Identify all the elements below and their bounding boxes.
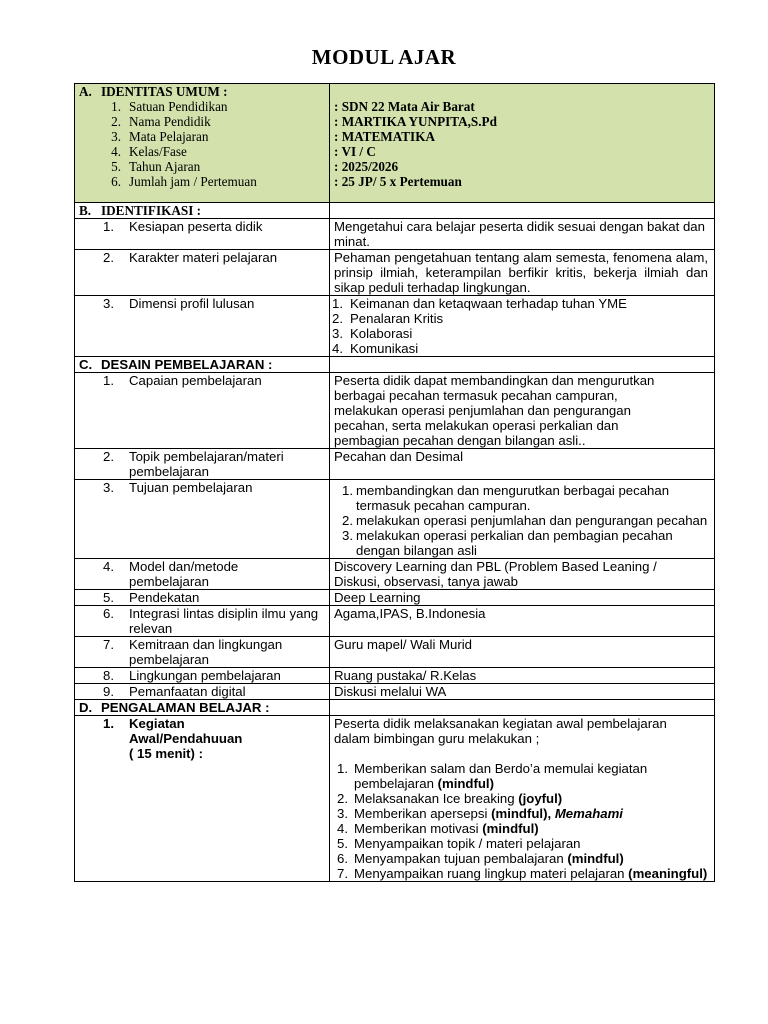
identitas-item: 3. Mata Pelajaran [111, 129, 209, 144]
table-row: 2. Topik pembelajaran/materi pembelajaran Pecahan dan Desimal [75, 449, 715, 480]
kegiatan-duration: ( 15 menit) : [129, 746, 204, 761]
row-value: Diskusi melalui WA [330, 684, 715, 700]
identitas-item: 2. Nama Pendidik [111, 114, 211, 129]
table-row: 7. Kemitraan dan lingkungan pembelajaran Guru mapel/ Wali Murid [75, 637, 715, 668]
row-label: Kesiapan peserta didik [129, 219, 263, 234]
identitas-value: : 2025/2026 [334, 159, 399, 174]
row-label: Tujuan pembelajaran [129, 480, 253, 495]
row-value: Guru mapel/ Wali Murid [330, 637, 715, 668]
row-label: Capaian pembelajaran [129, 373, 262, 388]
list-item: 2. Melaksanakan Ice breaking (joyful) [337, 791, 563, 806]
list-item: 5. Menyampaikan topik / materi pelajaran [337, 836, 581, 851]
document-title: MODUL AJAR [311, 45, 457, 69]
section-d-row [75, 700, 715, 716]
kegiatan-list [334, 761, 708, 881]
row-label: Lingkungan pembelajaran [129, 668, 281, 683]
table-row: 9. Pemanfaatan digital Diskusi melalui WA [75, 684, 715, 700]
identitas-item: 5. Tahun Ajaran [111, 159, 201, 174]
table-row: 6. Integrasi lintas disiplin ilmu yang relevan Agama,IPAS, B.Indonesia [75, 606, 715, 637]
table-row: 3. Dimensi profil lulusan 1. Keimanan dan ketaqwaan terhadap tuhan YME 2. Penalaran Kritis 3. Kolaborasi 4. Komunikasi [75, 296, 715, 357]
row-value: Agama,IPAS, B.Indonesia [330, 606, 715, 637]
table-row: 5. Pendekatan Deep Learning [75, 590, 715, 606]
identitas-labels [75, 84, 330, 203]
list-item: 3. melakukan operasi perkalian dan pembagian pecahan dengan bilangan asli [342, 528, 673, 558]
row-label: Karakter materi pelajaran [129, 250, 278, 265]
table-row: 3. Tujuan pembelajaran 1. membandingkan dan mengurutkan berbagai pecahan termasuk pecahan campuran. 2. melakukan operasi penjumlahan dan pengurangan pecahan 3. melakukan operasi perkalian dan pembagian pecahan dengan bilangan asli [75, 480, 715, 559]
modul-table [74, 83, 715, 882]
table-row: 4. Model dan/metode pembelajaran Discovery Learning dan PBL (Problem Based Leaning / Diskusi, observasi, tanya jawab [75, 559, 715, 590]
section-b-row [75, 203, 715, 219]
row-label: Model dan/metode pembelajaran [129, 559, 239, 589]
row-label: Pemanfaatan digital [129, 684, 246, 699]
section-a-heading: A. IDENTITAS UMUM : [79, 84, 228, 99]
identitas-value: : SDN 22 Mata Air Barat [334, 99, 475, 114]
identitas-item: 6. Jumlah jam / Pertemuan [111, 174, 257, 189]
tujuan-list [334, 483, 708, 558]
list-item: 6. Menyampakan tujuan pembalajaran (mindful) [337, 851, 624, 866]
identitas-value: : MATEMATIKA [334, 129, 435, 144]
table-row: 8. Lingkungan pembelajaran Ruang pustaka/ R.Kelas [75, 668, 715, 684]
section-c-heading: C. DESAIN PEMBELAJARAN : [79, 357, 273, 372]
list-item: 4. Komunikasi [332, 341, 419, 356]
row-value: Mengetahui cara belajar peserta didik sesuai dengan bakat dan minat. [330, 219, 715, 250]
row-value: Ruang pustaka/ R.Kelas [330, 668, 715, 684]
row-value: Pehaman pengetahuan tentang alam semesta, fenomena alam, prinsip ilmiah, keterampilan berfikir kritis, bekerja ilmiah dan sikap peduli terhadap lingkungan. [330, 250, 715, 296]
section-d-heading: D. PENGALAMAN BELAJAR : [79, 700, 270, 715]
identitas-values [330, 84, 715, 203]
row-value: Peserta didik dapat membandingkan dan mengurutkan berbagai pecahan termasuk pecahan campuran, melakukan operasi penjumlahan dan pengurangan pecahan, serta melakukan operasi perkalian dan pembagian pecahan dengan bilangan asli.. [330, 373, 715, 449]
identitas-item: 1. Satuan Pendidikan [111, 99, 228, 114]
table-row: 2. Karakter materi pelajaran Pehaman pengetahuan tentang alam semesta, fenomena alam, prinsip ilmiah, keterampilan berfikir kritis, bekerja ilmiah dan sikap peduli terhadap lingkungan. [75, 250, 715, 296]
row-label: Topik pembelajaran/materi pembelajaran [129, 449, 284, 479]
table-row: 1. Kesiapan peserta didik Mengetahui cara belajar peserta didik sesuai dengan bakat dan minat. [75, 219, 715, 250]
kegiatan-label: Kegiatan [129, 716, 185, 731]
row-label: Integrasi lintas disiplin ilmu yang relevan [129, 606, 319, 636]
row-value: Pecahan dan Desimal [330, 449, 715, 480]
kegiatan-label: Awal/Pendahuuan [129, 731, 243, 746]
list-item: 1. membandingkan dan mengurutkan berbagai pecahan termasuk pecahan campuran. [342, 483, 670, 513]
row-label: Pendekatan [129, 590, 200, 605]
identitas-row [75, 84, 715, 203]
row-label: Dimensi profil lulusan [129, 296, 255, 311]
section-b-heading: B. IDENTIFIKASI : [79, 203, 202, 218]
list-item: 2. Penalaran Kritis [332, 311, 444, 326]
identitas-item: 4. Kelas/Fase [111, 144, 187, 159]
row-value: Deep Learning [330, 590, 715, 606]
list-item: 7. Menyampaikan ruang lingkup materi pelajaran (meaningful) [337, 866, 708, 881]
identitas-value: : VI / C [334, 144, 376, 159]
list-item: 2. melakukan operasi penjumlahan dan pengurangan pecahan [342, 513, 708, 528]
list-item: 4. Memberikan motivasi (mindful) [337, 821, 539, 836]
list-item: 3. Kolaborasi [332, 326, 413, 341]
row-value: Discovery Learning dan PBL (Problem Based Leaning / Diskusi, observasi, tanya jawab [330, 559, 715, 590]
list-item: 1. Memberikan salam dan Berdo’a memulai kegiatan pembelajaran (mindful) [337, 761, 648, 791]
list-item: 1. Keimanan dan ketaqwaan terhadap tuhan YME [332, 296, 627, 311]
identitas-value: : 25 JP/ 5 x Pertemuan [334, 174, 462, 189]
table-row: 1. Capaian pembelajaran Peserta didik dapat membandingkan dan mengurutkan berbagai pecahan termasuk pecahan campuran, melakukan operasi penjumlahan dan pengurangan pecahan, serta melakukan operasi perkalian dan pembagian pecahan dengan bilangan asli.. [75, 373, 715, 449]
row-label: Kemitraan dan lingkungan pembelajaran [129, 637, 283, 667]
identitas-value: : MARTIKA YUNPITA,S.Pd [334, 114, 497, 129]
list-item: 3. Memberikan apersepsi (mindful), Memahami [337, 806, 623, 821]
section-c-row [75, 357, 715, 373]
table-row: 1. Kegiatan Awal/Pendahuuan ( 15 menit) : Peserta didik melaksanakan kegiatan awal pembelajaran dalam bimbingan guru melakukan ; 1. Memberikan salam dan Berdo’a memulai kegiatan pembelajaran (mindful) 2. Melaksanakan Ice breaking (joyful) 3. Memberikan apersepsi (mindful), Memahami 4. Memberikan motivasi (mindful) 5. Menyampaikan topik / materi pelajaran 6. Menyampakan tujuan pembalajaran (mindful) 7. Menyampaikan ruang lingkup materi pelajaran (meaningful) [75, 716, 715, 882]
dimensi-list [332, 296, 708, 356]
kegiatan-intro: Peserta didik melaksanakan kegiatan awal pembelajaran dalam bimbingan guru melakukan ; [334, 716, 667, 746]
